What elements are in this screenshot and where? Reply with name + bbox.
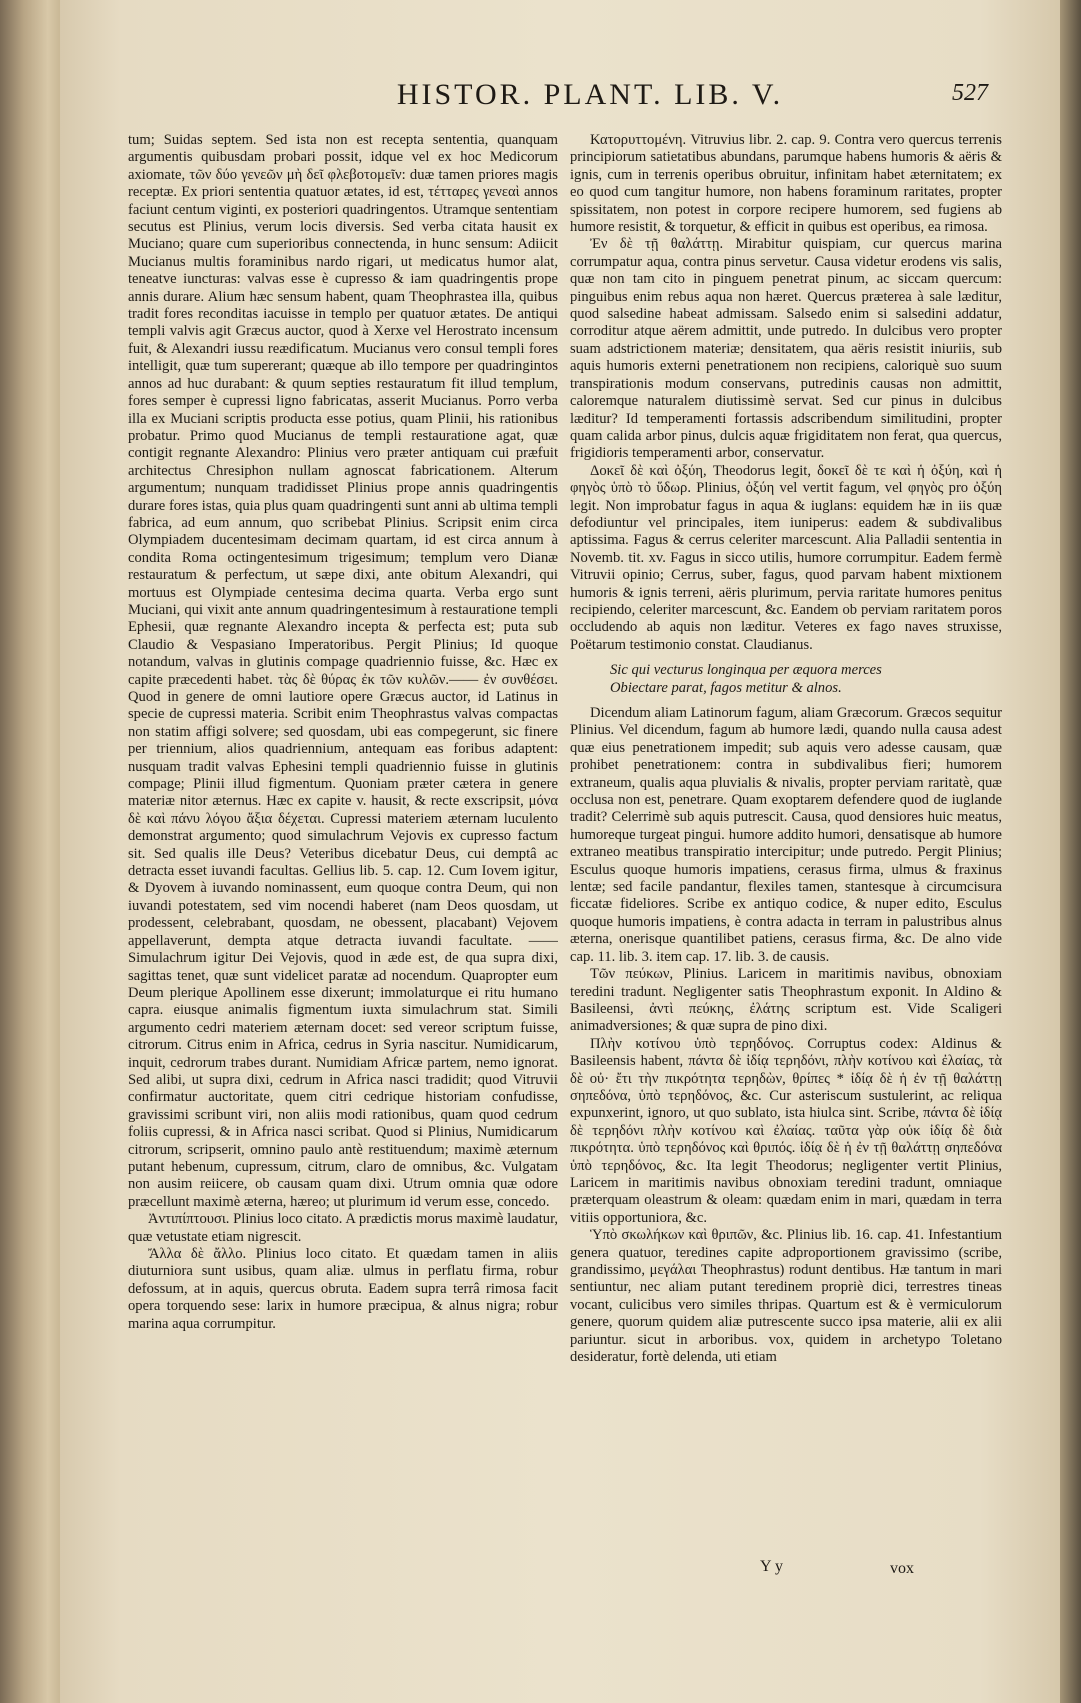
page: [60, 0, 1060, 1703]
left-page-edge: [0, 0, 60, 1703]
signature-mark: Y y: [760, 1558, 783, 1575]
right-paragraph-4: Dicendum aliam Latinorum fagum, aliam Græcorum. Græcos sequitur Plinius. Vel dicendum, fagum ab humore lædi, quando nulla causa adest quæ eius penetrationem impedit; sub aquis vero adesse causam, quæ prohibet penetrationem: contra in subdivalibus fieri; humorem extraneum, qualis aqua pluvialis & nivalis, propter perviam raritatè, quæ occlusa non est, penetrare. Quam exoptarem defendere quod de iuglande tradit? Celerrimè sub aquis putrescit. Causa, quod densiores huic meatus, humoreque turgeat pingui. humore addito humori, densatisque ab humore extraneo meatibus transpiratio intercipitur; unde putredo. Pergit Plinius; Esculus quoque humoris impatiens, cerasus firma, ulmus & fraxinus lentæ; sed facile pandantur, flexiles tamen, stantesque à circumcisura ficcatæ fideliores. Scribe ex antiquo codice, & nuper edito, Esculus quoque humoris impatiens, è contra adacta in terram in palustribus alnus æterna, onerisque quantilibet patiens, cerasus firma, &c. De alno vide cap. 11. lib. 3. item cap. 17. lib. 3. de causis.: [570, 705, 1002, 965]
right-column: [570, 132, 1002, 1552]
right-page-edge: [1060, 0, 1081, 1703]
page-number: 527: [952, 80, 988, 106]
right-paragraph-7: Ὑπὸ σκωλήκων καὶ θριπῶν, &c. Plinius lib. 16. cap. 41. Infestantium genera quatuor, teredines capite adproportionem gravissimo (scribe, grandissimo, μεγάλαι Theophrastus) rodunt dentibus. Hæ tantum in mari sentiuntur, nec aliam putant teredinem propriè dici, terrestres tineas vocant, culicibus vero similes thripas. Quartum est & è vermiculorum genere, quorum quidem aliæ putrescente succo ipsa materie, alii ex alii pariuntur. sicut in arboribus. vox, quidem in archetypo Toletano desideratur, fortè delenda, uti etiam: [570, 1227, 1002, 1366]
catchword: vox: [890, 1560, 914, 1577]
right-paragraph-1: Κατορυττομένη. Vitruvius libr. 2. cap. 9. Contra vero quercus terrenis principiorum satietatibus abundans, parumque habens humoris & aëris & ignis, cum in terrenis operibus obruitur, infinitam habet æternitatem; ex eo quod cum tangitur humore, non habens foraminum raritates, propter spissitatem, non potest in corpore recipere humorem, sed fugiens ab humore resistit, & torquetur, & efficit in quibus est operibus, ea rimosa.: [570, 132, 1002, 236]
left-paragraph-2: Ἀντιπίπτουσι. Plinius loco citato. A prædictis morus maximè laudatur, quæ vetustate etiam nigrescit.: [128, 1211, 558, 1245]
verse-line-1: Sic qui vecturus longinqua per æquora merces: [610, 662, 882, 679]
right-paragraph-6: Πλὴν κοτίνου ὑπὸ τερηδόνος. Corruptus codex: Aldinus & Basileensis habent, πάντα δὲ ἰδίᾳ τερηδόνι, πλὴν κοτίνου καὶ ἐλαίας, τὰ δὲ οὐ· ἔτι τὴν πικρότητα τερηδὼν, θρίπες * ἰδίᾳ δὲ ἡ ἐν τῇ θαλάττῃ σηπεδόνα, ὑπὸ τερηδόνος, &c. Cur asteriscum sustulerint, ac reliqua expunxerint, ignoro, ut quo sublato, ista hiulca sint. Scribe, πάντα δὲ ἰδίᾳ δὲ τερηδόνι πλὴν κοτίνου καὶ ἐλαίας. ταῦτα γὰρ οὐκ ἰδίᾳ δὲ διὰ πικρότητα. ὑπὸ τερηδόνος καὶ θριπός. ἰδίᾳ δὲ ἡ ἐν τῇ θαλάττῃ σηπεδόνα ὑπὸ τερηδόνος, &c. Ita legit Theodorus; negligenter vertit Plinius, Laricem in maritimis navibus obnoxiam teredini tradunt, omniaque præterquam oleastrum & oleam: quædam enim in mari, quædam in terra vitiis opportuniora, &c.: [570, 1035, 1002, 1226]
left-column: [128, 132, 558, 1552]
running-title: HISTOR. PLANT. LIB. V.: [396, 78, 784, 111]
right-paragraph-3: Δοκεῖ δὲ καὶ ὀξύη, Theodorus legit, δοκεῖ δὲ τε καὶ ἡ ὀξύη, καὶ ἡ φηγὸς ὑπὸ τὸ ὕδωρ. Plinius, ὀξύη vel vertit fagum, vel φηγὸς pro ὀξύη legit. Non improbatur fagus in aqua & iuglans: equidem hæ in iis quæ defodiuntur vel principales, item iuniperus: eadem & subdivalibus aptissima. Fagus & cerrus celeriter marcescunt. Alia Palladii sententia in Novemb. tit. xv. Fagus in sicco utilis, humore corrumpitur. Eadem fermè Vitruvii opinio; Cerrus, suber, fagus, quod parvam habent mixtionem humoris & ignis terreni, aëris plurimum, pervia raritate humores penitus recipiendo, celeriter marcescunt, &c. Eandem ob perviam raritatem poros occludendo ab aquis non læditur. Veteres ex fago naves struxisse, Poëtarum testimonio constat. Claudianus.: [570, 462, 1002, 653]
right-paragraph-5: Τῶν πεύκων, Plinius. Laricem in maritimis navibus, obnoxiam teredini tradunt. Negligenter satis Theophrastum exponit. In Aldino & Basileensi, ἀντὶ πεύκης, ἐλάτης scriptum est. Vide Scaligeri animadversiones; & quæ supra de pino dixi.: [570, 966, 1002, 1035]
left-paragraph-3: Ἄλλα δὲ ἄλλο. Plinius loco citato. Et quædam tamen in aliis diuturniora sunt usibus, quam aliæ. ulmus in perflatu firma, robur defossum, at in aquis, quercus obruta. Eadem supra terrâ rimosa facit opera torquendo sese: larix in humore præcipua, & alnus nigra; robur marina aqua corrumpitur.: [128, 1246, 558, 1332]
left-paragraph-1: tum; Suidas septem. Sed ista non est recepta sententia, quanquam argumentis quibusdam probari possit, idque vel ex hoc Medicorum axiomate, τῶν δύο γενεῶν μὴ δεῖ φλεβοτομεῖν: duæ tamen priores magis receptæ. Ex priori sententia quatuor ætates, id est, τέτταρες γενεαὶ annos faciunt centum viginti, ex posteriori quadringentos. Utramque sententiam secutus est Plinius, verum locis diversis. Sed verba citata hausit ex Muciano; quare cum superioribus connectenda, in hunc sensum: Adiicit Mucianus multis foraminibus nardo rigari, ut medicatus humor alat, teneatve iuncturas: valvas esse è cupresso & iam quadringentis prope annis durare. Alium hæc sensum habent, quam Theophrastea illa, quibus tradit fores reconditas iacuisse in templo per quatuor ætates. De antiqui templi valvis agit Græcus auctor, quod à Xerxe vel Herostrato incensum fuit, & Alexandri iussu reædificatum. Mucianus vero consul templi fores intelligit, quæ tum supererant; quæque ab illo tempore per quadringintos annos ad huc durabant: & quum septies restauratum fit illud templum, fores semper è cupressi ligno fabricatas, asserit Mucianus. Porro verba illa ex Muciani scriptis producta esse potius, quam Plinii, his rationibus probatur. Primo quod Mucianus de templi restauratione agat, quæ contigit regnante Alexandro: Plinius vero præter antiquam cui præfuit architectus Chresiphon nullam agnoscat fabricationem. Alterum argumentum; nunquam tradidisset Plinius prope annis quadringentis durare fores istas, quia plus quam quadringenti sunt anni ab ultima templi fabrica, ad eum annum, quo scribebat Plinius. Scripsit enim circa Olympiadem ducentesimam decimam quartam, id est circa annum à condita Roma octingentesimum trigesimum; templum vero Dianæ restauratum & perfectum, ut sæpe dixi, ante obitum Alexandri, qui mortuus est Olympiade centesima decima quarta. Verba ergo sunt Muciani, qui vixit ante annum quadringentesimum à restauratione templi Ephesii, quæ regnante Alexandro incepta & perfecta est; puta sub Claudio & Vespasiano Imperatoribus. Pergit Plinius; Id quoque notandum, valvas in glutinis compage quadriennio fuisse, &c. Hæc ex capite præcedenti habet. τὰς δὲ θύρας ἐκ τῶν κυλῶν.—— ἐν συνθέσει. Quod in genere de omni lautiore opere Græcus auctor, id Latinus in specie de cupressi materia. Scribit enim Theophrastus valvas compactas non statim affigi solvere; sed quosdam, ubi eas compegerunt, sic finere per triennium, alios quadriennium, antequam eas foribus adaptent: nusquam tradit valvas Ephesini templi quadriennio fuisse in glutinis compage; Plinii illud figmentum. Quoniam præter cætera in genere materiæ nitor æternus. Hæc ex capite v. hausit, & recte exscripsit, μόνα δὲ καὶ πάνυ λόγου ἄξια δέχεται. Cupressi materiem æternam luculento demonstrat argumento; quod simulachrum Vejovis ex cupresso factum sit. Sed qualis ille Deus? Veteribus dicebatur Deus, cui demptâ ac detracta esset iuvandi facultas. Gellius lib. 5. cap. 12. Cum Iovem igitur, & Dyovem à iuvando nominassent, eum quoque contra Deum, qui non iuvandi potestatem, sed vim nocendi haberet (nam Deos quosdam, ut prodessent, celebrabant, quosdam, ne obessent, placabant) Vejovem appellaverunt, dempta atque detracta iuvandi facultate. —— Simulachrum igitur Dei Vejovis, quod in æde est, de qua supra dixi, sagittas tenet, quæ sunt videlicet paratæ ad nocendum. Quapropter eum Deum plerique Apollinem esse dixerunt; immolaturque ei ritu humano capra. eiusque animalis figmentum iuxta simulachrum stat. Simili argumento cedri materiem æternam docet: sed vereor scriptum fuisse, citrorum. Citrus enim in Africa, cedrus in Syria nascitur. Numidicarum, inquit, cedrorum trabes durant. Numidiam Africæ partem, nemo ignorat. Sed alibi, ut supra dixi, cedrum in Africa nasci tradidit; quod Vitruvii confirmatur auctoritate, quem citri cedrique historiam confudisse, gravissimi scribunt viri, non aliis modi rationibus, quam quod cedrum foliis cupressi, & in Africa nasci scribat. Quod si Plinius, Numidicarum citrorum, scripserit, omnino paulo antè restituendum; maximè æternum putant hebenum, cupressum, citrum, claro de omnibus, &c. Vulgatam non ausim reiicere, ob causam quam dixi. Utrum omnia quæ odore præcellunt maximè æterna, hæreo; ut plurimum id verum esse, concedo.: [128, 132, 558, 1210]
right-paragraph-2: Ἐν δὲ τῇ θαλάττῃ. Mirabitur quispiam, cur quercus marina corrumpatur aqua, contra pinus servetur. Causa videtur erodens vis salis, quæ non tam cito in pinguem penetrat pinum, ac siccam quercum: pinguibus enim rebus aqua non hæret. Quercus præterea à sale læditur, quod salsedine habeat admissam. Salsedo enim si salsedini addatur, corroditur atque aërem admittit, unde putredo. In dulcibus vero propter suam adstrictionem materiæ; densitatem, qua aëris resistit iniuriis, sub aquis humoris externi penetrationem non recipiens, caloriquè suo suum transpirationis modum conservans, putredinis causas non admittit, caloremque naturalem diutissimè servat. Sed cur pinus in dulcibus læditur? Id temperamenti fortassis adscribendum similitudini, propter quam calida arbor pinus, dulcis aquæ frigiditatem non ferat, qua quercus, frigidioris temperamenti arbor, conservatur.: [570, 236, 1002, 462]
verse-line-2: Obiectare parat, fagos metitur & alnos.: [610, 679, 842, 696]
